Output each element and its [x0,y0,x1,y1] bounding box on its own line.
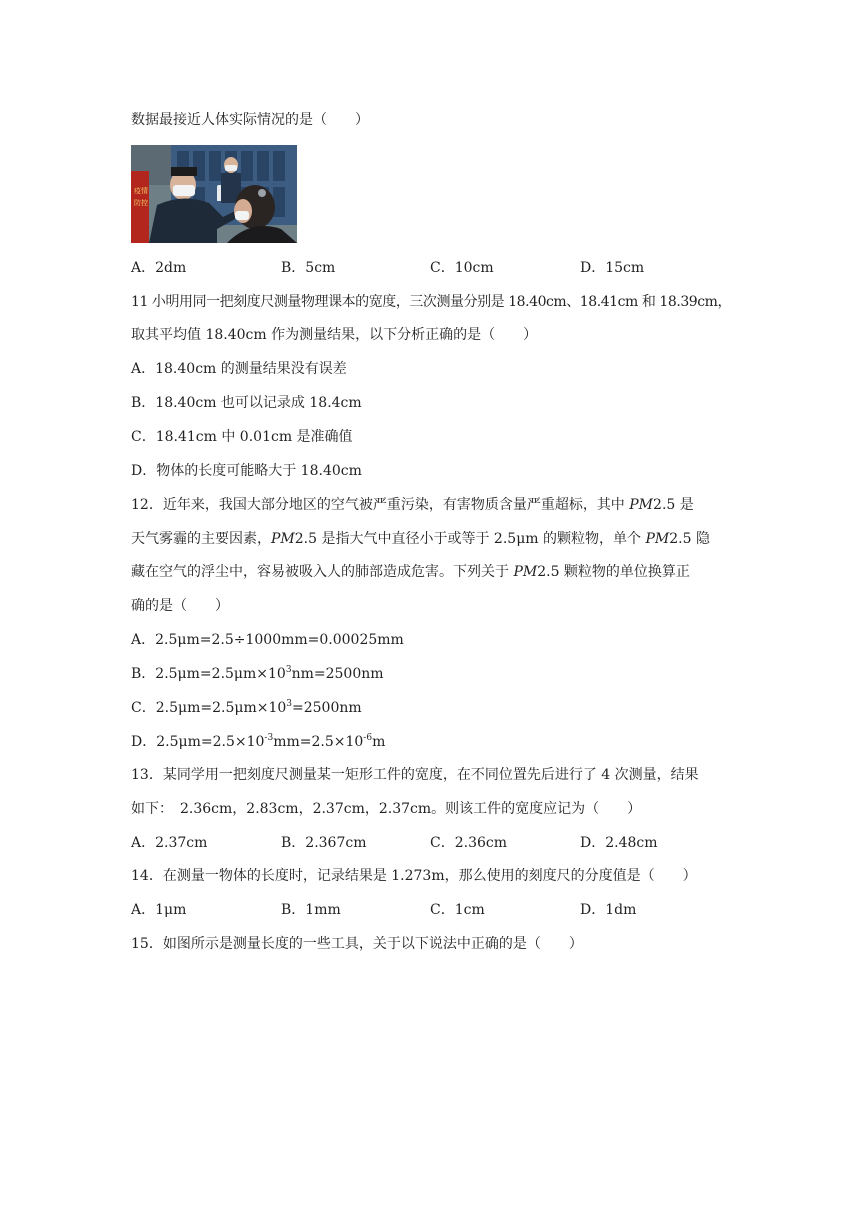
q11-option-a[interactable]: A．18.40cm 的测量结果没有误差 [131,361,347,377]
sign-text-2: 防控 [134,199,148,207]
q11-option-d[interactable]: D．物体的长度可能略大于 18.40cm [131,463,362,479]
q10-option-d[interactable]: D．15cm [580,260,645,276]
q11-stem-line1: 11 小明用同一把刻度尺测量物理课本的宽度，三次测量分别是 18.40cm、18.41cm 和 18.39cm， [131,294,731,310]
q11-option-c[interactable]: C．18.41cm 中 0.01cm 是准确值 [131,429,353,445]
q13-stem-line1: 13．某同学用一把刻度尺测量某一矩形工件的宽度，在不同位置先后进行了 4 次测量，结果 [131,767,699,783]
q13-options [131,833,751,853]
q12-option-d[interactable]: D．$2.5\mu m=2.5\times 10^{-3}mm=2.5\times 10^{-6}m$ [131,733,386,750]
q12-option-c[interactable]: C．$2.5\mu m=2.5\mu m\times 10^3=2500nm$ [131,699,362,716]
q10-option-b[interactable]: B．5cm [281,260,336,276]
q14-option-a[interactable]: A．1μm [131,902,187,918]
q13-option-d[interactable]: D．2.48cm [580,835,658,851]
temperature-check-photo [131,145,297,243]
q14-option-b[interactable]: B．1mm [281,902,341,918]
q14-stem: 14．在测量一物体的长度时，记录结果是 1.273m，那么使用的刻度尺的分度值是（ ） [131,868,697,884]
q10-options [131,258,751,278]
q10-option-c[interactable]: C．10cm [430,260,494,276]
sign-text-1: 疫情 [134,187,148,195]
q10-option-a[interactable]: A．2dm [131,260,187,276]
q13-option-c[interactable]: C．2.36cm [430,835,507,851]
q13-option-a[interactable]: A．2.37cm [131,835,208,851]
q11-option-b[interactable]: B．18.40cm 也可以记录成 18.4cm [131,395,362,411]
q11-stem-line2: 取其平均值 18.40cm 作为测量结果，以下分析正确的是（ ） [131,327,538,343]
q12-option-b[interactable]: B．$2.5\mu m=2.5\mu m\times 10^3nm=2500nm$ [131,665,384,682]
q14-option-c[interactable]: C．1cm [430,902,485,918]
q14-option-d[interactable]: D．1dm [580,902,637,918]
q12-stem-line4: 确的是（ ） [131,598,229,614]
q12-stem-line3: 藏在空气的浮尘中，容易被吸入人的肺部造成危害。下列关于 PM2.5 颗粒物的单位换算正 [131,564,690,580]
q12-stem-line1: 12．近年来，我国大部分地区的空气被严重污染，有害物质含量严重超标，其中 PM2.5 是 [131,497,694,513]
q13-stem-line2: 如下： 2.36cm，2.83cm，2.37cm，2.37cm。则该工件的宽度应记为（ ） [131,801,642,817]
q12-option-a[interactable]: A．2.5μm=2.5÷1000mm=0.00025mm [131,632,404,648]
q14-options [131,900,751,920]
q13-option-b[interactable]: B．2.367cm [281,835,367,851]
q10-stem: 数据最接近人体实际情况的是（ ） [131,112,369,128]
q15-stem: 15．如图所示是测量长度的一些工具，关于以下说法中正确的是（ ） [131,936,583,952]
q12-stem-line2: 天气雾霾的主要因素，PM2.5 是指大气中直径小于或等于 2.5μm 的颗粒物，单个 PM2.5 隐 [131,531,710,547]
